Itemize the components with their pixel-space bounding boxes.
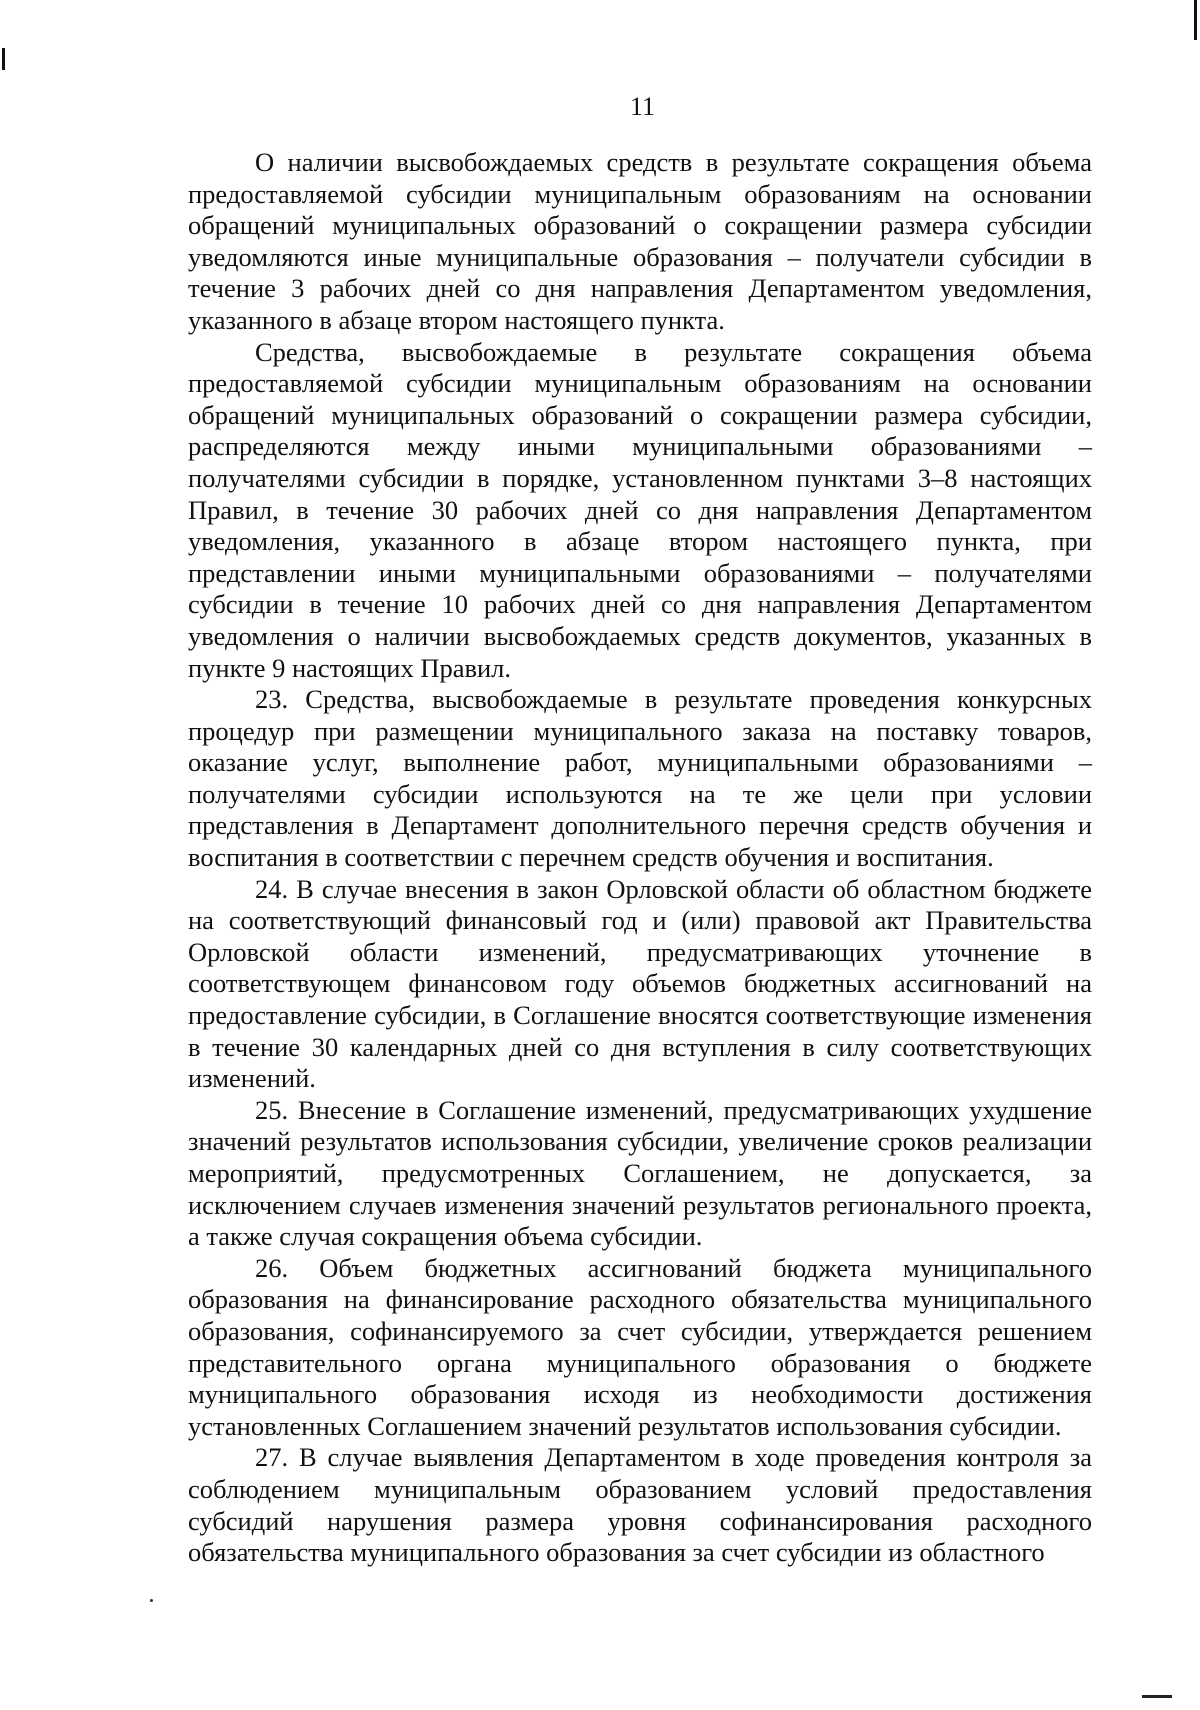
paragraph-item-24: 24. В случае внесения в закон Орловской области об областном бюджете на соответствующий финансовый год и (или) правовой акт Правительства Орловской области изменений, предусматривающих уточнение в соответствующем финансовом году объемов бюджетных ассигнований на предоставление субсидии, в Соглашение вносятся соответствующие изменения в течение 30 календарных дней со дня вступления в силу соответствующих изменений. — [188, 873, 1092, 1094]
paragraph-item-25: 25. Внесение в Соглашение изменений, предусматривающих ухудшение значений результатов использования субсидии, увеличение сроков реализации мероприятий, предусмотренных Соглашением, не допускается, за исключением случаев изменения значений результатов регионального проекта, а также случая сокращения объема субсидии. — [188, 1094, 1092, 1252]
paragraph-item-27: 27. В случае выявления Департаментом в ходе проведения контроля за соблюдением муниципальным образованием условий предоставления субсидий нарушения размера уровня софинансирования расходного обязательства муниципального образования за счет субсидии из областного — [188, 1442, 1092, 1568]
paragraph-released-funds-notice: О наличии высвобождаемых средств в результате сокращения объема предоставляемой субсидии муниципальным образованиям на основании обращений муниципальных образований о сокращении размера субсидии уведомляются иные муниципальные образования – получатели субсидии в течение 3 рабочих дней со дня направления Департаментом уведомления, указанного в абзаце втором настоящего пункта. — [188, 147, 1092, 335]
scan-mark-bottom — [1142, 1695, 1172, 1698]
paragraph-item-26: 26. Объем бюджетных ассигнований бюджета муниципального образования на финансирование расходного обязательства муниципального образования, софинансируемого за счет субсидии, утверждается решением представительного органа муниципального образования о бюджете муниципального образования исходя из необходимости достижения установленных Соглашением значений результатов использования субсидии. — [188, 1252, 1092, 1441]
stray-dot — [150, 1599, 153, 1602]
document-body — [188, 147, 1092, 1569]
page-number: 11 — [629, 92, 656, 121]
scan-mark-right — [1194, 0, 1197, 40]
scan-mark-left — [2, 48, 5, 70]
paragraph-released-funds-distribution: Средства, высвобождаемые в результате сокращения объема предоставляемой субсидии муниципальным образованиям на основании обращений муниципальных образований о сокращении размера субсидии, распределяются между иными муниципальными образованиями – получателями субсидии в порядке, установленном пунктами 3–8 настоящих Правил, в течение 30 рабочих дней со дня направления Департаментом уведомления, указанного в абзаце втором настоящего пункта, при представлении иными муниципальными образованиями – получателями субсидии в течение 10 рабочих дней со дня направления Департаментом уведомления о наличии высвобождаемых средств документов, указанных в пункте 9 настоящих Правил. — [188, 336, 1092, 683]
paragraph-item-23: 23. Средства, высвобождаемые в результате проведения конкурсных процедур при размещении муниципального заказа на поставку товаров, оказание услуг, выполнение работ, муниципальными образованиями – получателями субсидии используются на те же цели при условии представления в Департамент дополнительного перечня средств обучения и воспитания в соответствии с перечнем средств обучения и воспитания. — [188, 684, 1092, 873]
